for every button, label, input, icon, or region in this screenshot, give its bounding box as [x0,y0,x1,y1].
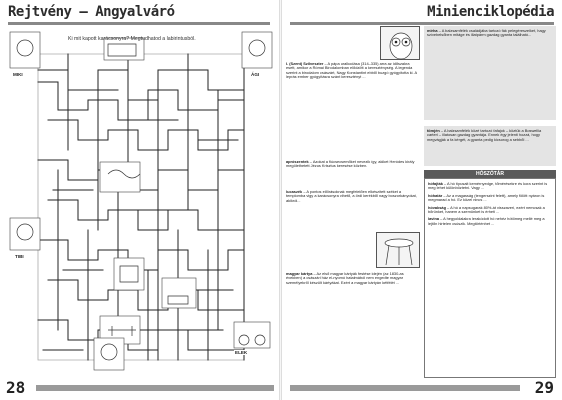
right-page-title: Minienciklopédia [427,4,554,20]
hoszotar-hofajtak: hófajták – A hó típusait kemérnyedge, tőmérésekre és kora szerint is meg lehet különböztetni. Vagy ... [428,181,548,191]
maze [8,30,274,375]
left-title-underline [8,22,270,25]
hoszotar-hovaksag: hóvakság – A hó a napsugarak 80%-át visszaveri, ezért nemcsak a bőrünket, hanem a szemünket is érheti ... [428,204,545,215]
stool-illustration [376,232,420,268]
entry-mirha: mirha – A balzsamfélék családjába tartozó fák pelegéreszeiket, hagy szívebelsőben mitáge és illatpárm gazdag gyanta található... [424,26,556,120]
page-number-left: 28 [6,378,26,397]
maze-drawing [8,30,274,375]
maze-question: Ki mit kapott karácsonyra? Megtudhatod a labirintusból. [68,36,196,42]
entry-tomjen: tömjén – A balzsamfélék közé tartozó fafajok – köztük a Boswellia carteri – illatosan gazdag gyantája. Ennek égy jelenti hozzá, hogy megvágják a fa kérgét, a gyanta pedig kicsorog a sebből ... [424,126,556,166]
label-agi: ÁGI [251,72,260,77]
right-title-underline [290,22,554,25]
right-footer-bar [290,385,520,391]
left-page-title: Rejtvény – Angyalváró [8,4,175,20]
hoszotar-box [424,178,556,378]
owl-illustration [380,26,420,60]
hoszotar-lavina: lavina – A hegyoldalakra lerakódott hó nehéz hótömeg mellé meg a lejtőn hirtelen csúszik. Megtörténhet ... [428,216,545,226]
page-number-right: 29 [534,378,554,397]
label-miki: MIKI [13,72,23,77]
entry-magyar-kartya: magyar kártya – Az első magyar kártyák festése idején (az 1830-as években) a császári ház el-nyomó hatalmából nem engedte magyar személyekről készült kártyákat. Ezért a magyar kártyán kétfélét ... [286,272,404,285]
entry-lucaszek: lucaszék – A pontos előírásoknak megfelelően elkészített széket a templomba vigy a karácsonyra vihető, a ördi kerékből nagy boszorkányokat, akikról... [286,189,417,203]
entry-szilveszter: I. (Szent) Szilveszter – A pápa uralkodása (314–335) arra az időszakra esett, amikor a Római Birodalomban elődzött a kereszténység. A legenda szerint a birodalom császárt, Nagy Konstantint ebből buzgó gyógyította ki. A leprás ember gyógyításra szánt keresztényt ... [286,61,417,80]
label-elek: ELEK [235,350,248,355]
entry-aproszentek: aprószentek – Azokat a fiúcsecsemőket nevezik így, akiket Heródes király megölethetett Jézus Krisztus keresése közben. [286,159,415,169]
hoszotar-hohatar: hóhatár – Az a magasság (tengerszint felett), amely fölött nyáron is megmarad a hó. Ez közel nincs ... [428,192,545,203]
label-tibi: TIBI [15,254,24,259]
left-footer-bar [36,385,274,391]
hoszotar-heading: HÓSZÓTÁR [424,170,556,178]
